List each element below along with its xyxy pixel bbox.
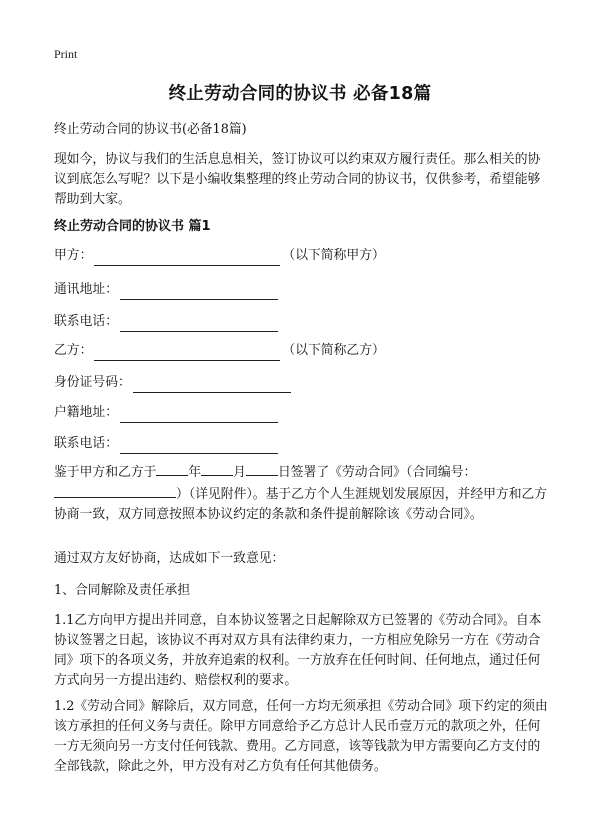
phone-a-field: [54, 312, 280, 332]
party-a-blank: [94, 250, 280, 266]
party-a-suffix: （以下简称甲方）: [282, 248, 385, 263]
preamble-month: 月: [233, 465, 246, 480]
household-blank: [120, 407, 278, 423]
party-b-label: 乙方：: [54, 343, 93, 358]
clause-1-2: 1.2《劳动合同》解除后，双方同意，任何一方均无须承担《劳动合同》项下约定的须由该方承担的任何义务与责任。除甲方同意给予乙方总计人民币壹万元的款项之外，任何一方无须向另一方支付任何钱款、费用。乙方同意，该等钱款为甲方需要向乙方支付的全部钱款，除此之外，甲方没有对乙方负有任何其他债务。: [54, 699, 548, 774]
address-blank: [120, 284, 278, 300]
id-number-label: 身份证号码：: [54, 375, 131, 390]
household-label: 户籍地址：: [54, 405, 118, 420]
print-label[interactable]: Print: [54, 47, 78, 61]
section-heading: 终止劳动合同的协议书 篇1: [54, 219, 211, 234]
preamble-part2: 日签署了《劳动合同》（合同编号：: [277, 465, 477, 480]
phone-b-blank: [120, 438, 278, 454]
address-field: [54, 280, 280, 300]
document-title: 终止劳动合同的协议书 必备18篇: [168, 84, 432, 104]
clause-1-1: 1.1乙方向甲方提出并同意，自本协议签署之日起解除双方已签署的《劳动合同》。自本协议签署之日起，该协议不再对双方具有法律约束力，一方相应免除另一方在《劳动合同》项下的各项义务，并放弃追索的权利。一方放弃在任何时间、任何地点，通过任何方式向另一方提出违约、赔偿权利的要求。: [54, 613, 542, 688]
id-number-blank: [133, 377, 291, 393]
party-a-field: [54, 246, 385, 266]
party-b-blank: [94, 345, 280, 361]
day-blank: [246, 461, 278, 476]
preamble-part3: ）（详见附件）。基于乙方个人生涯规划发展原因，并经甲方和乙方协商一致，双方同意按照本协议约定的条款和条件提前解除该《劳动合同》。: [54, 487, 548, 522]
party-b-field: [54, 341, 385, 361]
household-field: [54, 403, 280, 423]
preamble-part1: 鉴于甲方和乙方于: [54, 465, 157, 480]
party-b-suffix: （以下简称乙方）: [282, 343, 385, 358]
intro-paragraph: 现如今，协议与我们的生活息息相关，签订协议可以约束双方履行责任。那么相关的协议到底怎么写呢？以下是小编收集整理的终止劳动合同的协议书，仅供参考，希望能够帮助到大家。: [54, 152, 541, 207]
month-blank: [201, 461, 233, 476]
document-subtitle: 终止劳动合同的协议书(必备18篇): [54, 122, 247, 137]
phone-b-field: [54, 434, 280, 454]
preamble-year: 年: [188, 465, 202, 480]
negotiation-paragraph: 通过双方友好协商，达成如下一致意见：: [54, 551, 285, 566]
phone-b-label: 联系电话：: [54, 436, 118, 451]
preamble-paragraph: [54, 461, 550, 525]
id-number-field: [54, 373, 293, 393]
party-a-label: 甲方：: [54, 248, 93, 263]
contract-number-blank: [54, 483, 176, 498]
clause-1-title: 1、合同解除及责任承担: [54, 583, 191, 598]
year-blank: [156, 461, 188, 476]
phone-a-label: 联系电话：: [54, 314, 118, 329]
phone-a-blank: [120, 316, 278, 332]
address-label: 通讯地址：: [54, 282, 118, 297]
